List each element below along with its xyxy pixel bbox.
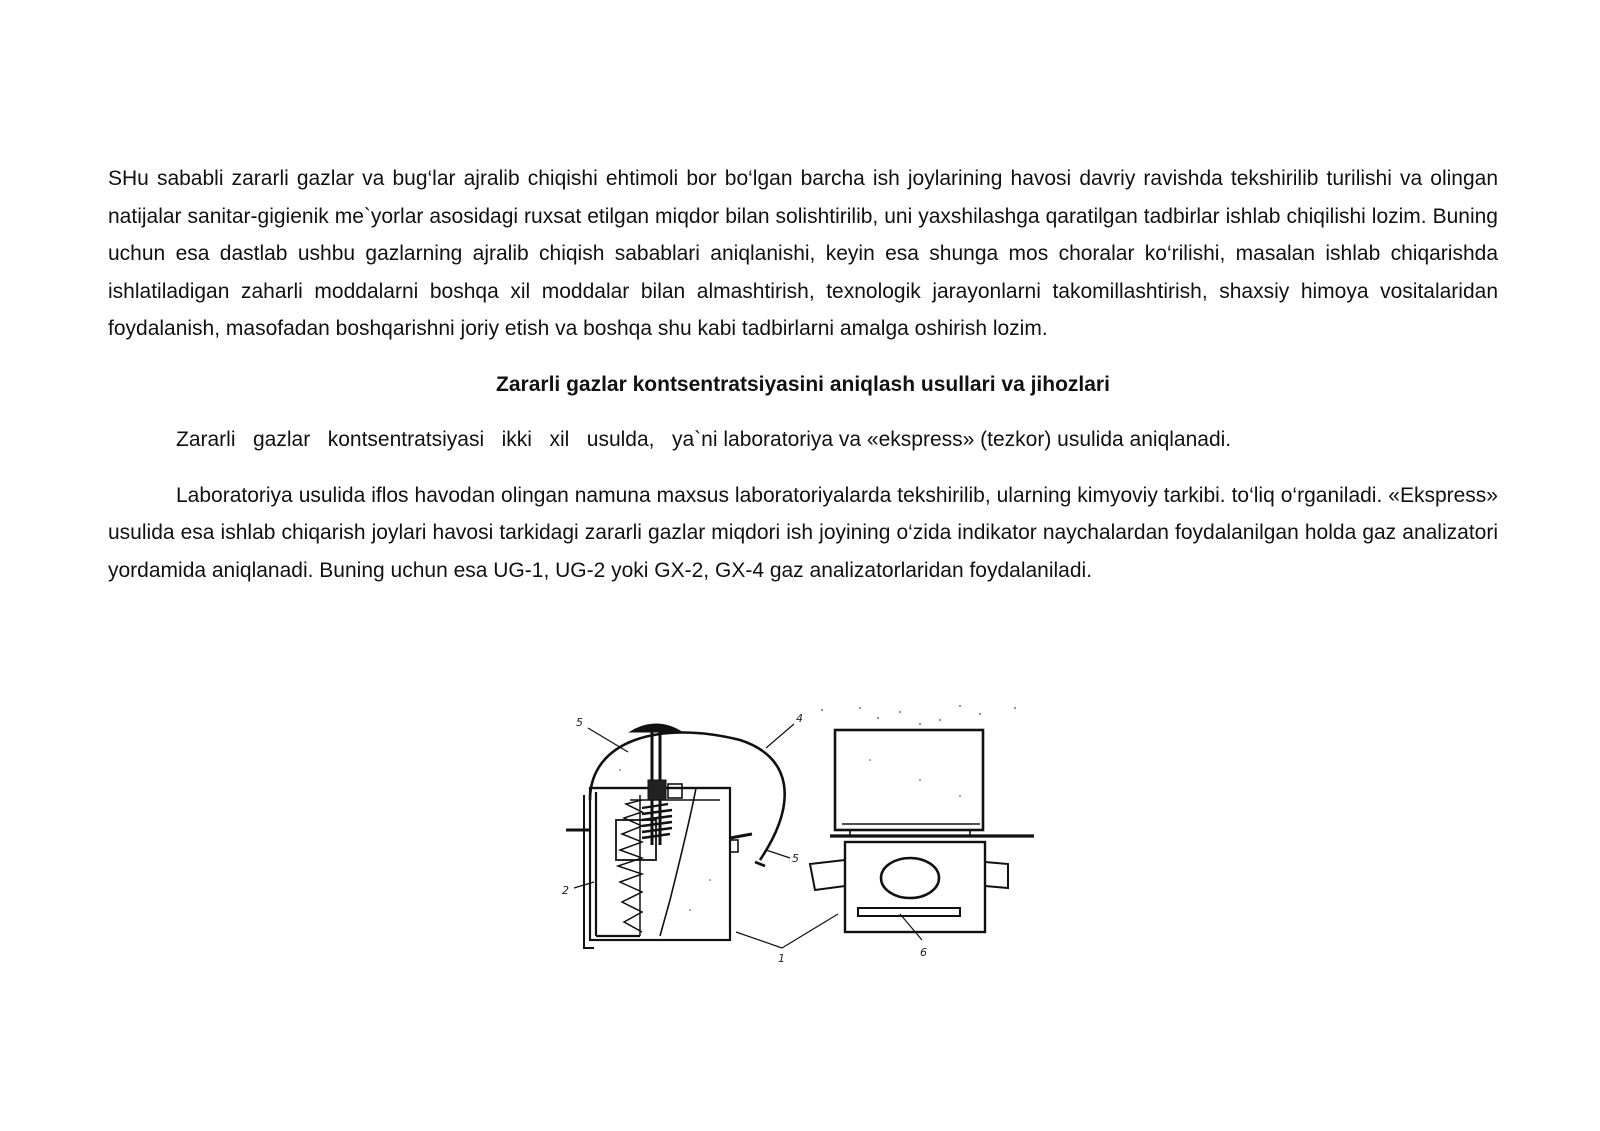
paragraph-intro: SHu sababli zararli gazlar va bug‘lar ajralib chiqishi ehtimoli bor bo‘lgan barcha ish joylarining havosi davriy ravishda tekshirilib turilishi va olingan natijalar sanitar-gigienik me`yorlar asosidagi ruxsat etilgan miqdor bilan solishtirilib, uni yaxshilashga qaratilgan tadbirlar ishlab chiqilishi lozim. Buning uchun esa dastlab ushbu gazlarning ajralib chiqish sabablari aniqlanishi, keyin esa shunga mos choralar ko‘rilishi, masalan ishlab chiqarishda ishlatiladigan zaharli moddalarni boshqa xil moddalar bilan almashtirish, texnologik jarayonlarni takomillashtirish, shaxsiy himoya vositalaridan foydalanish, masofadan boshqarishni joriy etish va boshqa shu kabi tadbirlarni amalga oshirish lozim.: [108, 167, 1498, 340]
analyzer-display: [835, 730, 983, 830]
gas-analyzer-drawing: [560, 700, 1070, 990]
document-body: [108, 160, 1498, 589]
paragraph-laboratory: Laboratoriya usulida iflos havodan olingan namuna maxsus laboratoriyalarda tekshirilib, ularning kimyoviy tarkibi. to‘liq o‘rganiladi. «Ekspress» usulida esa ishlab chiqarish joylari havosi tarkidagi zararli gazlar miqdori ish joyining o‘zida indikator naychalardan foydalanilgan holda gaz analizatori yordamida aniqlanadi. Buning uchun esa UG-1, UG-2 yoki GX-2, GX-4 gaz analizatorlaridan foydalaniladi.: [108, 483, 1498, 582]
paragraph-methods: Zararli gazlar kontsentratsiyasi ikki xil usulda, ya`ni laboratoriya va «ekspress» (tezkor) usulida aniqlanadi.: [176, 428, 1232, 451]
section-heading: Zararli gazlar kontsentratsiyasini aniqlash usullari va jihozlari: [496, 372, 1110, 396]
gas-analyzer-figure: [560, 700, 1070, 990]
analyzer-body-right: [845, 842, 985, 932]
label-5-side: 5: [792, 852, 799, 865]
label-1: 1: [778, 952, 785, 965]
bellows: [618, 795, 642, 936]
handle: [590, 733, 785, 861]
label-5-top: 5: [576, 716, 583, 729]
label-6: 6: [920, 946, 927, 959]
label-2: 2: [562, 884, 569, 897]
round-window: [881, 858, 939, 898]
spring: [642, 804, 672, 838]
label-4: 4: [796, 712, 803, 725]
